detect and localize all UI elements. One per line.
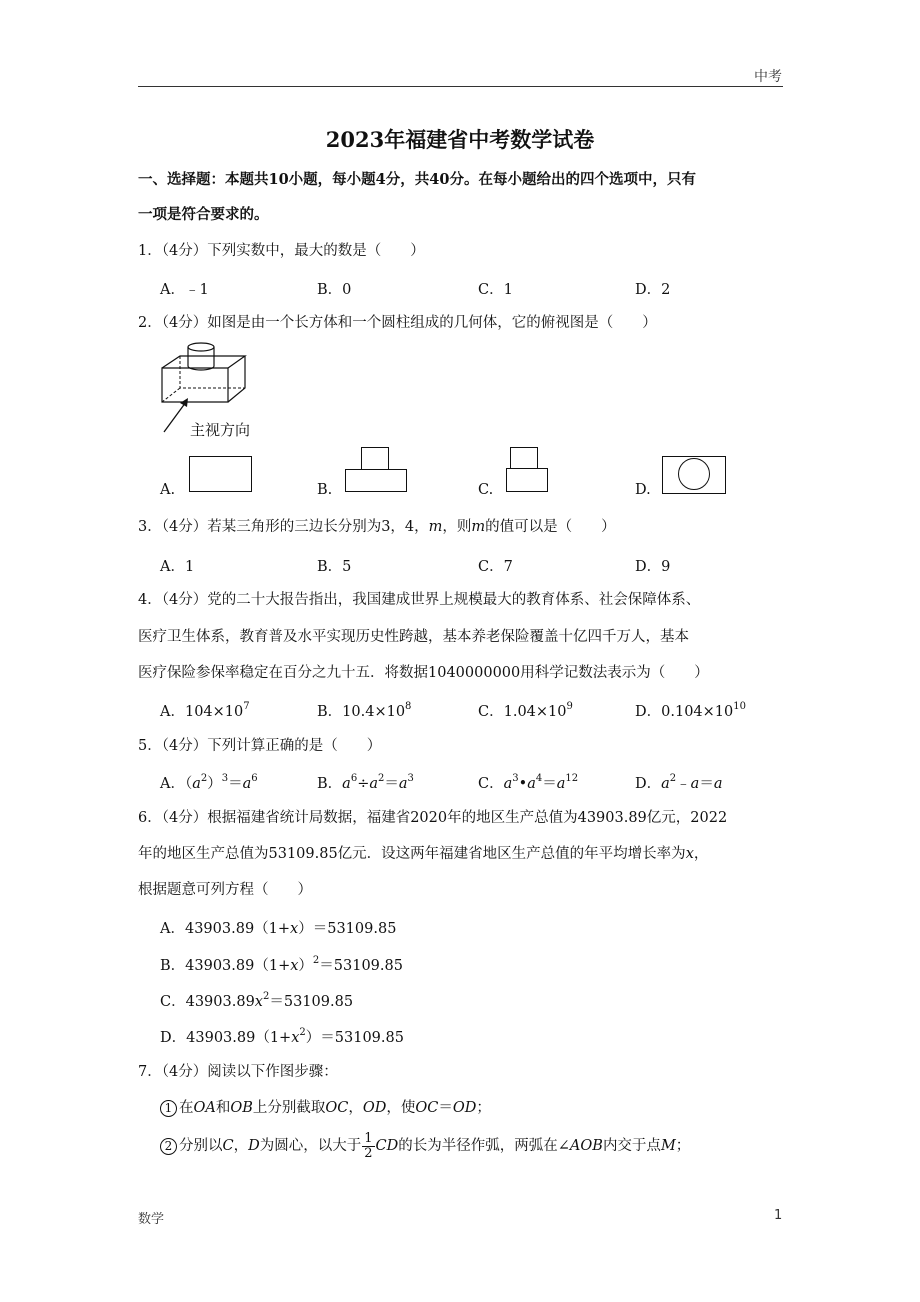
q1-option-b: B．0 [317,282,352,298]
q6-line2-suffix: ， [693,846,709,862]
q6-d-close: ） [305,1030,321,1046]
q4-option-c-label: C． [478,704,504,720]
q3-option-b: B．5 [317,559,352,575]
q2-option-c-label: C. [478,482,494,498]
q6-c-num1: 43903.89 [185,994,255,1010]
q5-b-div: ÷ [357,776,370,792]
q5-b-exp2: 2 [378,773,385,784]
q4-option-a-exp: 7 [243,701,250,712]
q4-option-d-label: D． [635,704,662,720]
q7-s2-AOB: AOB [569,1138,603,1154]
q6-b-close: ） [298,958,313,974]
q7-step2-number: 2 [160,1138,177,1155]
q6-d-exp: 2 [299,1027,306,1038]
q6-var-x: x [685,846,694,862]
q6-b-open: （1+ [254,958,291,974]
q7-s1-p1: OA [193,1100,216,1116]
q5-b-eq: ＝ [384,776,399,792]
q5-option-d-label: D． [635,776,662,792]
q1-stem: 1．（4分）下列实数中，最大的数是（ ） [138,243,425,259]
q5-a-open: （ [184,776,193,792]
q5-c-var2: a [527,776,536,792]
q6-line2 [138,844,708,864]
q5-c-exp3: 12 [565,773,579,784]
q5-d-var2: a [690,776,700,792]
q3-stem-mid: ，则 [442,519,472,535]
q3-option-c: C．7 [478,559,513,575]
q4-line2: 医疗卫生体系，教育普及水平实现历史性跨越，基本养老保险覆盖十亿四千万人，基本 [138,629,689,645]
q6-d-x: x [291,1030,300,1046]
q7-s1-p12: ； [476,1100,491,1116]
header-divider [138,86,783,87]
q1-option-c: C．1 [478,282,513,298]
q7-s2-mid: 为圆心，以大于 [259,1138,362,1154]
q5-c-exp1: 3 [512,773,519,784]
section-heading-line2: 一项是符合要求的。 [138,206,269,223]
q4-option-d-base: 0.104×10 [661,704,734,720]
q5-option-b-label: B． [317,776,343,792]
q5-c-exp2: 4 [535,773,543,784]
q5-b-exp3: 3 [407,773,414,784]
q5-a-eq: ＝ [228,776,243,792]
q3-stem-prefix: 3．（4分）若某三角形的三边长分别为3，4， [138,519,429,535]
q7-frac-num: 1 [364,1130,373,1146]
q6-a-close: ） [298,921,313,937]
q4-option-a-base: 104×10 [184,704,244,720]
q6-option-b-label: B． [160,958,186,974]
q6-a-open: （1+ [254,921,291,937]
q4-line1: 4．（4分）党的二十大报告指出，我国建成世界上规模最大的教育体系、社会保障体系、 [138,592,701,608]
q5-d-minus: ﹣ [676,776,691,792]
q7-s2-M: M [660,1138,676,1154]
q7-fraction [362,1132,374,1161]
q5-a-exp3: 6 [251,773,258,784]
q6-a-eq: ＝ [312,921,328,937]
q5-a-exp1: 2 [200,773,208,784]
q4-option-c-exp: 9 [566,701,573,712]
q7-s1-p7: OD [362,1100,387,1116]
q6-d-eq: ＝ [320,1030,335,1046]
q7-s1-p10: ＝ [438,1100,453,1116]
q3-stem [138,517,616,537]
footer-page-number: 1 [774,1208,783,1223]
q7-s2-mid3: 内交于点 [602,1138,661,1154]
q6-d-num1: 43903.89 [186,1030,256,1046]
q4-option-d [635,700,746,721]
q4-option-c [478,700,573,721]
q6-d-open: （1+ [255,1030,292,1046]
q7-s1-p0: 在 [179,1100,194,1116]
q4-option-a [160,700,250,721]
q5-b-var3: a [398,776,408,792]
q4-option-b [317,700,411,721]
q6-option-b [160,954,403,975]
q6-option-d-label: D． [160,1030,187,1046]
q7-s1-p2: 和 [215,1100,231,1116]
q4-option-c-base: 1.04×10 [503,704,567,720]
q3-var-m-2: m [471,519,486,535]
q5-a-close: ） [207,776,222,792]
q5-a-var2: a [242,776,252,792]
q5-option-a [160,772,258,793]
q4-option-b-exp: 8 [405,701,412,712]
q4-option-a-label: A． [160,704,185,720]
page-title: 2023年福建省中考数学试卷 [325,127,595,152]
q7-s1-p8: ，使 [386,1100,416,1116]
q5-d-exp1: 2 [669,773,677,784]
q2-option-c-figure-base [506,468,548,492]
q7-step1-number: 1 [160,1100,177,1117]
q6-option-a-label: A． [160,921,185,937]
q5-b-exp1: 6 [350,773,358,784]
q7-frac-den: 2 [364,1145,373,1161]
q6-b-exp: 2 [312,955,320,966]
q7-s1-p6: ， [348,1100,363,1116]
footer-subject: 数学 [138,1212,165,1227]
q5-b-var2: a [369,776,378,792]
q4-option-b-label: B． [317,704,343,720]
q6-d-num2: 53109.85 [334,1030,404,1046]
q5-option-a-label: A． [160,776,185,792]
q7-s1-p11: OD [452,1100,477,1116]
q2-option-a-label: A. [160,482,176,498]
q6-b-eq: ＝ [319,958,334,974]
q7-s2-C: C [222,1138,234,1154]
q6-option-c-label: C． [160,994,186,1010]
q6-a-num1: 43903.89 [184,921,255,937]
q6-b-num2: 53109.85 [333,958,403,974]
q6-line3: 根据题意可列方程（ ） [138,882,312,898]
q5-a-var: a [192,776,201,792]
q6-line1: 6．（4分）根据福建省统计局数据，福建省2020年的地区生产总值为43903.89亿元，2022 [138,810,728,826]
q4-option-b-base: 10.4×10 [342,704,406,720]
q6-c-exp: 2 [262,991,270,1002]
q7-s1-p3: OB [230,1100,253,1116]
q7-s2-CD: CD [375,1138,399,1154]
q5-stem: 5．（4分）下列计算正确的是（ ） [138,738,382,754]
q5-d-var: a [661,776,670,792]
q7-s1-p4: 上分别截取 [252,1100,326,1116]
q5-c-var3: a [556,776,566,792]
q6-a-x: x [290,921,299,937]
q6-b-num1: 43903.89 [185,958,255,974]
q4-line3: 医疗保险参保率稳定在百分之九十五．将数据1040000000用科学记数法表示为（ ） [138,665,709,681]
q7-s1-p9: OC [415,1100,439,1116]
q3-option-d: D．9 [635,559,671,575]
q5-c-var: a [503,776,513,792]
q7-s2-prefix: 分别以 [179,1138,223,1154]
q6-option-a [160,917,396,938]
q1-option-d: D．2 [635,282,671,298]
q5-c-dot: • [518,776,528,792]
q6-line2-prefix: 年的地区生产总值为53109.85亿元．设这两年福建省地区生产总值的年平均增长率为 [138,846,686,862]
q2-option-d-figure [662,456,726,494]
q5-option-c [478,772,578,793]
q2-option-d-label: D. [635,482,651,498]
q7-step2 [160,1129,690,1163]
q2-option-a-figure [189,456,252,492]
q4-option-d-exp: 10 [733,701,746,712]
q5-c-eq: ＝ [542,776,557,792]
q2-figure-caption: 主视方向 [190,421,251,439]
q2-option-d-circle [678,458,710,490]
q7-s2-D: D [248,1138,260,1154]
q2-option-b-label: B. [317,482,333,498]
q5-option-d [635,772,722,793]
q5-b-var: a [342,776,351,792]
q5-a-exp2: 3 [221,773,229,784]
q7-s2-mid2: 的长为半径作弧，两弧在∠ [398,1138,570,1154]
q6-c-x: x [254,994,263,1010]
q7-s2-sep: ， [233,1138,249,1154]
q6-c-eq: ＝ [269,994,284,1010]
q6-option-c [160,990,353,1011]
q6-c-num2: 53109.85 [283,994,354,1010]
q2-stem: 2．（4分）如图是由一个长方体和一个圆柱组成的几何体，它的俯视图是（ ） [138,315,657,331]
q5-d-var3: a [713,776,723,792]
q1-option-a: A．﹣1 [160,282,209,298]
q6-b-x: x [290,958,299,974]
q7-stem: 7．（4分）阅读以下作图步骤： [138,1064,338,1080]
q6-option-d [160,1026,404,1047]
q7-s2-end: ； [675,1138,691,1154]
section-heading-line1: 一、选择题：本题共10小题，每小题4分，共40分。在每小题给出的四个选项中，只有 [138,171,696,188]
q5-d-eq: ＝ [699,776,714,792]
q5-option-c-label: C． [478,776,504,792]
q3-stem-suffix: 的值可以是（ ） [485,519,616,535]
q6-a-num2: 53109.85 [327,921,397,937]
header-label: 中考 [754,69,782,85]
q2-option-b-figure-base [345,469,407,492]
q3-var-m: m [428,519,443,535]
q7-s1-p5: OC [325,1100,349,1116]
q7-step1 [160,1098,491,1118]
q3-option-a: A．1 [160,559,195,575]
q5-option-b [317,772,414,793]
